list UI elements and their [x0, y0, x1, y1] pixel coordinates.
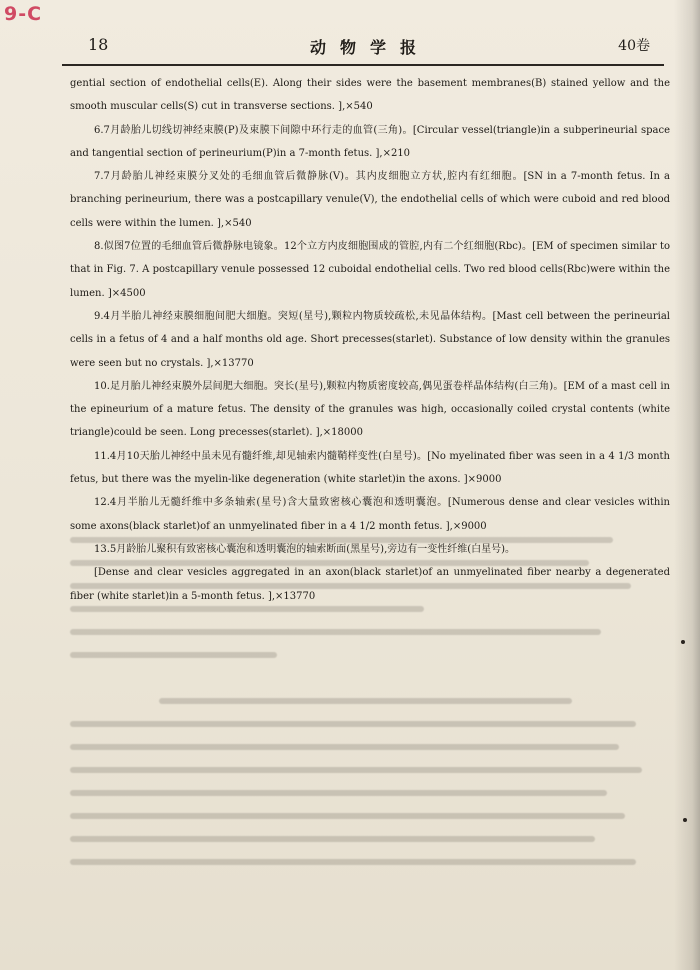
caption-fig-13: 13.5月龄胎儿聚积有致密核心囊泡和透明囊泡的轴索断面(黑星号),旁边有一变性纤维(白星号)。: [94, 543, 516, 555]
page-number: 18: [88, 35, 109, 54]
caption-fig-9: 9.4月半胎儿神经束膜细胞间肥大细胞。突短(星号),颗粒内物质较疏松,未见晶体结构。[Mast cell between the perineurial cells in a fetus of 4 and a half months old age. Short precesses(starlet). Substance of low density within the granules were seen but no crystals. ],×13770: [70, 310, 670, 369]
scan-speck: [683, 818, 687, 822]
caption-fig-10: 10.足月胎儿神经束膜外层间肥大细胞。突长(星号),颗粒内物质密度较高,偶见蛋卷样晶体结构(白三角)。[EM of a mast cell in the epineurium of a mature fetus. The density of the granules was high, occasionally coiled crystal contents (white triangle)could be seen. Long precesses(starlet). ],×18000: [70, 380, 670, 439]
journal-title: 动物学报: [310, 38, 431, 57]
binding-shadow: [674, 0, 700, 970]
scan-speck: [681, 640, 685, 644]
caption-fig-8: 8.似图7位置的毛细血管后微静脉电镜象。12个立方内皮细胞围成的管腔,内有二个红细胞(Rbc)。[EM of specimen similar to that in Fig. 7. A postcapillary venule possessed 12 cuboidal endothelial cells. Two red blood cells(Rbc)were within the lumen. ]×4500: [70, 241, 670, 299]
page-header: [62, 26, 664, 66]
caption-continuation: gential section of endothelial cells(E). Along their sides were the basement membranes(B) stained yellow and the smooth muscular cells(S) cut in transverse sections. ],×540: [70, 78, 670, 113]
caption-fig-13-english: [Dense and clear vesicles aggregated in an axon(black starlet)of an unmyelinated fiber nearby a degenerated fiber (white starlet)in a 5-month fetus. ],×13770: [70, 567, 670, 602]
caption-fig-11: 11.4月10天胎儿神经中虽未见有髓纤维,却见轴索内髓鞘样变性(白星号)。[No myelinated fiber was seen in a 4 1/3 month fetus, but there was the myelin-like degeneration (white starlet)in the axons. ]×9000: [70, 450, 670, 486]
caption-fig-6: 6.7月龄胎儿切线切神经束膜(P)及束膜下间隙中环行走的血管(三角)。[Circular vessel(triangle)in a subperineurial space and tangential section of perineurium(P)in a 7-month fetus. ],×210: [70, 124, 670, 159]
handwritten-corner-mark: 9-C: [4, 3, 43, 25]
caption-fig-12: 12.4月半胎儿无髓纤维中多条轴索(星号)含大量致密核心囊泡和透明囊泡。[Numerous dense and clear vesicles within some axons(black starlet)of an unmyelinated fiber in a 4 1/2 month fetus. ],×9000: [70, 497, 670, 532]
volume-label: 40卷: [618, 38, 650, 54]
caption-fig-7: 7.7月龄胎儿神经束膜分叉处的毛细血管后微静脉(V)。其内皮细胞立方状,腔内有红细胞。[SN in a 7-month fetus. In a branching perineurium, there was a postcapillary venule(V), the endothelial cells of which were cuboid and red blood cells were within the lumen. ],×540: [70, 171, 670, 229]
bleed-through-text: [70, 520, 660, 950]
